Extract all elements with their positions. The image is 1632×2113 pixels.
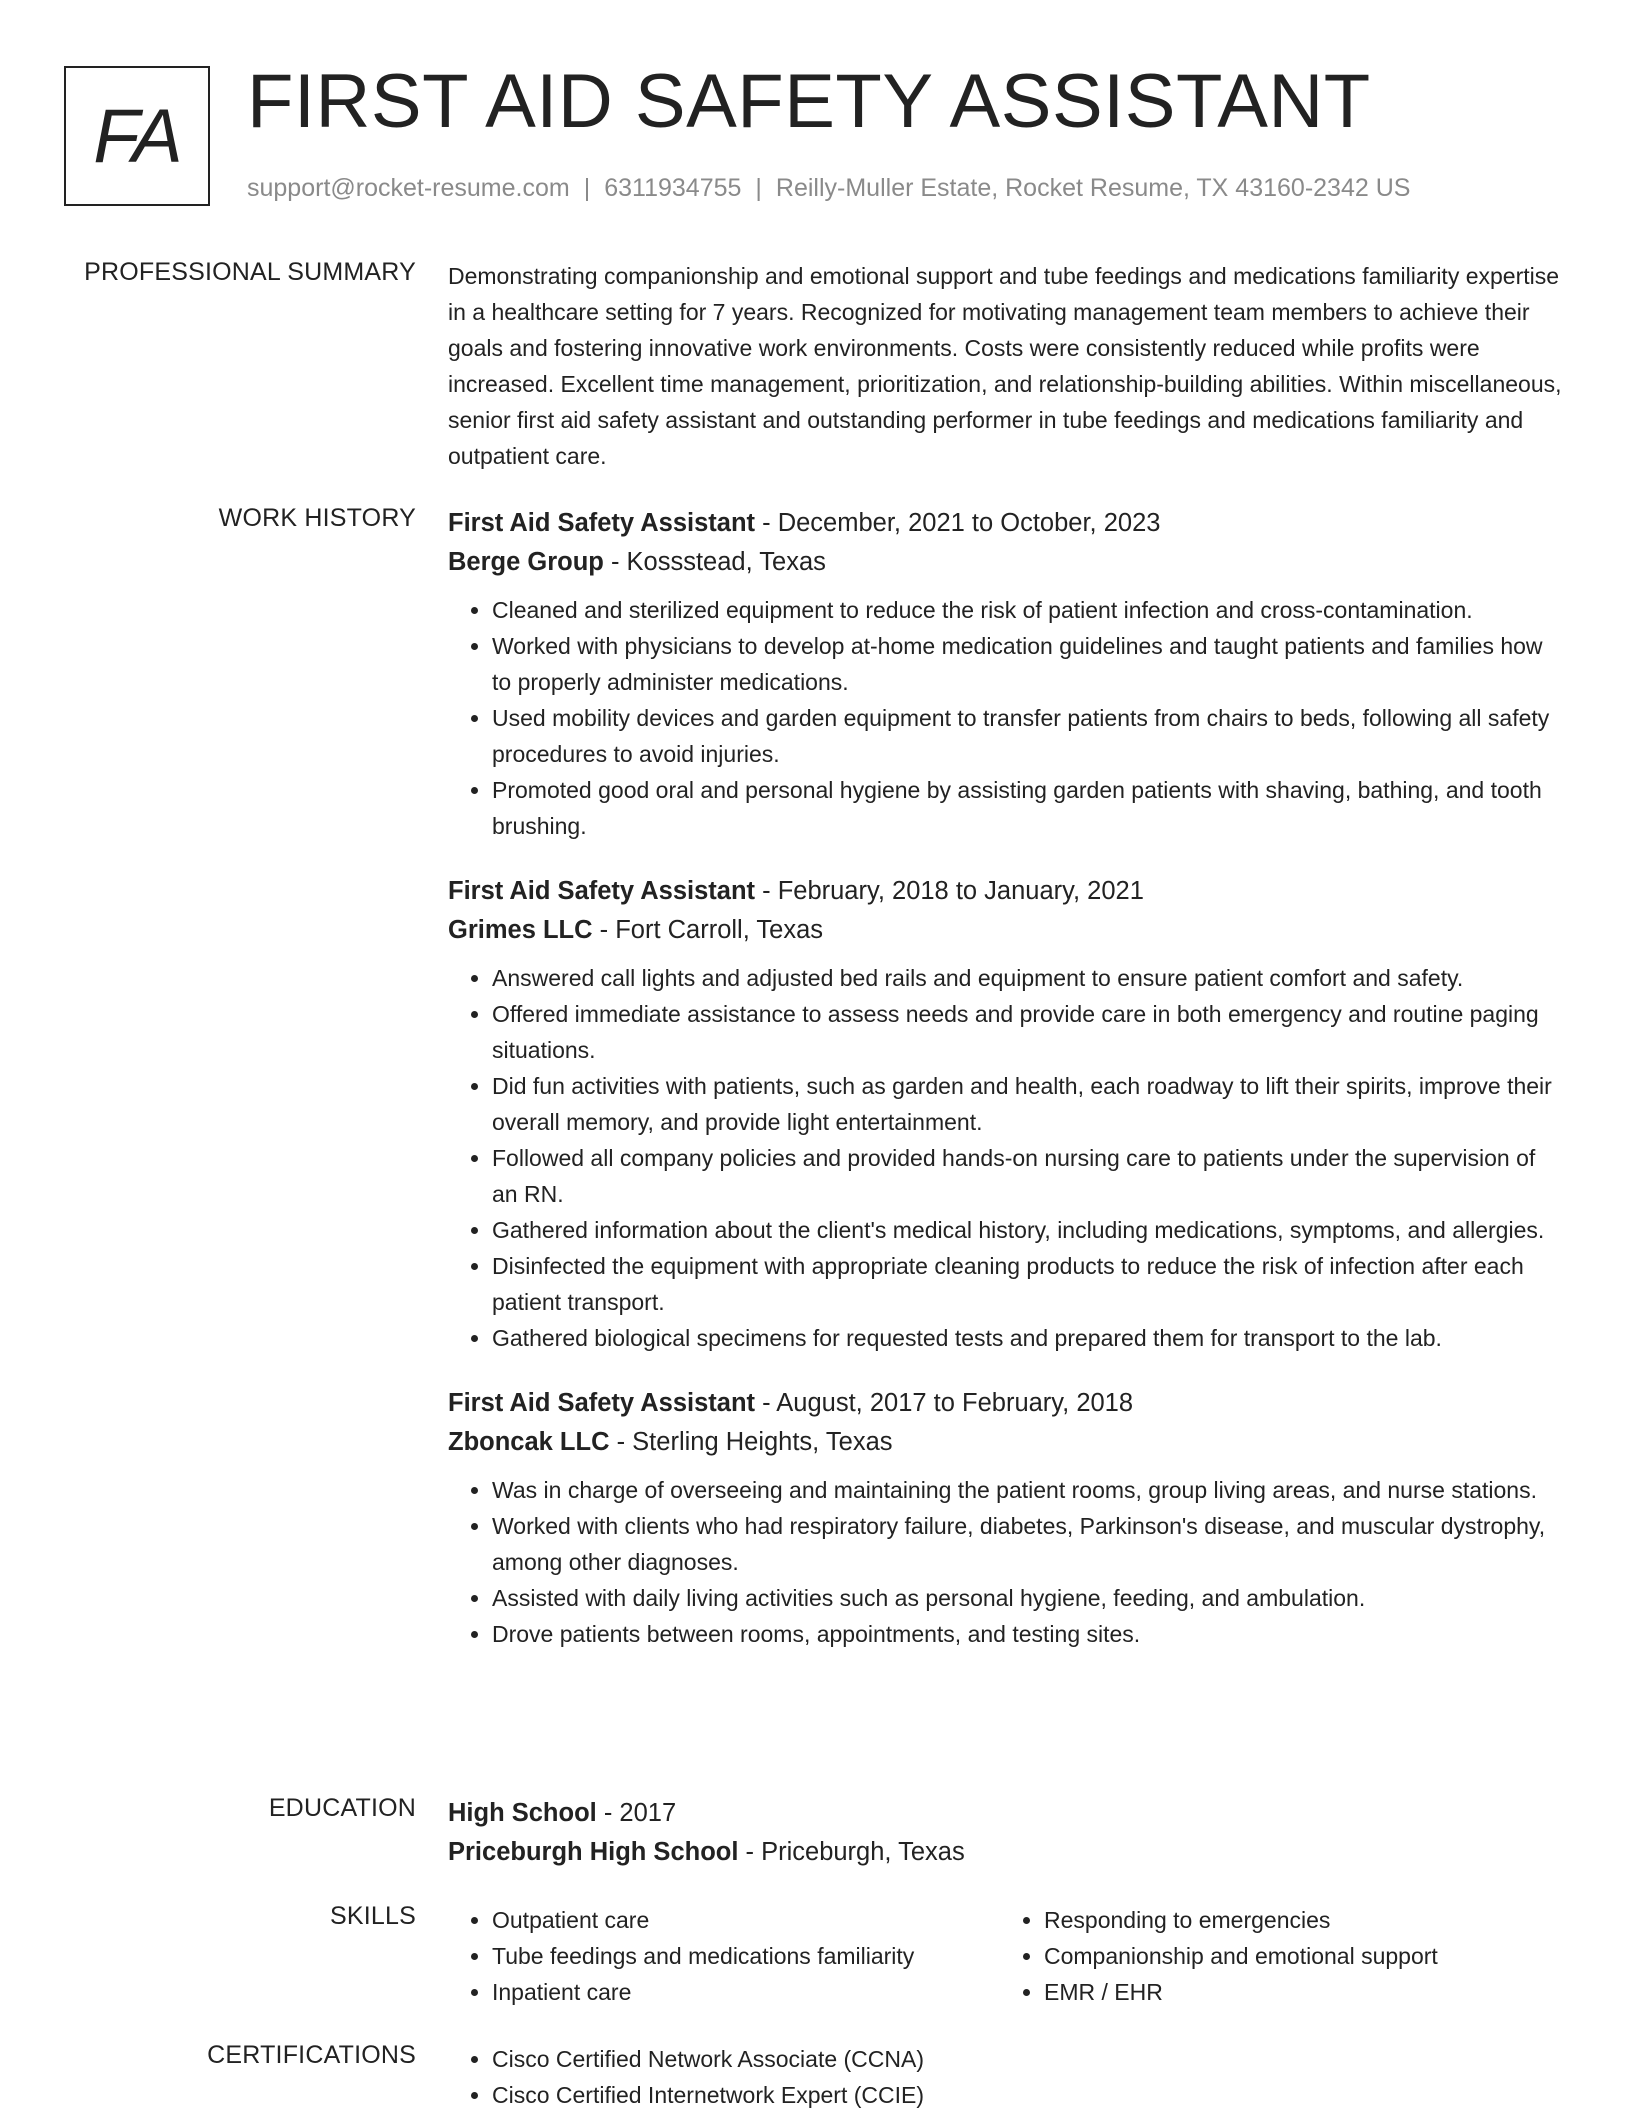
- skill-item: • EMR / EHR: [1044, 1974, 1552, 2010]
- section-title-certifications: CERTIFICATIONS: [207, 2041, 416, 2069]
- skill-item: • Outpatient care: [492, 1902, 1000, 1938]
- job-role: First Aid Safety Assistant: [448, 877, 756, 905]
- section-title-skills: SKILLS: [330, 1902, 416, 1930]
- phone-text: 6311934755: [604, 174, 742, 202]
- education-school-line: [448, 1833, 1566, 1872]
- job-bullets: [448, 592, 1566, 844]
- skills-list-right: [1000, 1902, 1552, 2010]
- contact-separator: |: [583, 174, 591, 202]
- monogram-logo: FA: [64, 66, 210, 206]
- contact-separator: |: [755, 174, 762, 202]
- job-entry: [448, 872, 1566, 1356]
- job-dates: - August, 2017 to February, 2018: [755, 1389, 1134, 1417]
- job-dates: - February, 2018 to January, 2021: [755, 877, 1144, 905]
- page-title: FIRST AID SAFETY ASSISTANT: [247, 59, 1371, 144]
- skill-item: • Responding to emergencies: [1044, 1902, 1552, 1938]
- job-entry: [448, 1384, 1566, 1652]
- job-bullets: [448, 1472, 1566, 1652]
- job-bullets: [448, 960, 1566, 1356]
- job-bullet: • Gathered information about the client's medical history, including medications, symptoms, and allergies.: [492, 1212, 1566, 1248]
- job-bullet: • Assisted with daily living activities such as personal hygiene, feeding, and ambulation.: [492, 1580, 1566, 1616]
- job-bullet: • Worked with physicians to develop at-home medication guidelines and taught patients and families how to properly administer medications.: [492, 628, 1566, 700]
- job-bullet: • Offered immediate assistance to assess needs and provide care in both emergency and routine paging situations.: [492, 996, 1566, 1068]
- summary-body: [448, 258, 1566, 474]
- job-role: First Aid Safety Assistant: [448, 509, 756, 537]
- education-year: - 2017: [596, 1799, 677, 1827]
- certification-item: • Cisco Certified Network Associate (CCNA): [492, 2041, 1566, 2077]
- job-bullet: • Worked with clients who had respiratory failure, diabetes, Parkinson's disease, and muscular dystrophy, among other diagnoses.: [492, 1508, 1566, 1580]
- job-location: - Kossstead, Texas: [603, 548, 826, 576]
- job-role: First Aid Safety Assistant: [448, 1389, 756, 1417]
- certifications-list: [448, 2041, 1566, 2113]
- skill-item: • Companionship and emotional support: [1044, 1938, 1552, 1974]
- job-bullet: • Followed all company policies and provided hands-on nursing care to patients under the supervision of an RN.: [492, 1140, 1566, 1212]
- job-company-line: [448, 1423, 1566, 1462]
- job-bullet: • Used mobility devices and garden equipment to transfer patients from chairs to beds, following all safety procedures to avoid injuries.: [492, 700, 1566, 772]
- job-header: [448, 1384, 1566, 1423]
- job-bullet: • Was in charge of overseeing and maintaining the patient rooms, group living areas, and nurse stations.: [492, 1472, 1566, 1508]
- email-text: support@rocket-resume.com: [247, 174, 570, 202]
- contact-line: [247, 174, 1410, 203]
- section-title-education: EDUCATION: [268, 1794, 416, 1822]
- job-company-line: [448, 543, 1566, 582]
- job-company: Berge Group: [448, 548, 604, 576]
- address-text: Reilly-Muller Estate, Rocket Resume, TX 43160-2342 US: [775, 174, 1411, 202]
- education-degree: High School: [448, 1799, 597, 1827]
- job-bullet: • Disinfected the equipment with appropriate cleaning products to reduce the risk of infection after each patient transport.: [492, 1248, 1566, 1320]
- job-company: Zboncak LLC: [448, 1428, 610, 1456]
- job-location: - Fort Carroll, Texas: [592, 916, 824, 944]
- certifications-body: [448, 2041, 1566, 2113]
- skills-body: [448, 1902, 1566, 2010]
- job-header: [448, 504, 1566, 543]
- job-header: [448, 872, 1566, 911]
- education-school: Priceburgh High School: [448, 1838, 739, 1866]
- skill-item: • Inpatient care: [492, 1974, 1000, 2010]
- job-bullet: • Answered call lights and adjusted bed rails and equipment to ensure patient comfort and safety.: [492, 960, 1566, 996]
- job-bullet: • Gathered biological specimens for requested tests and prepared them for transport to the lab.: [492, 1320, 1566, 1356]
- job-bullet: • Cleaned and sterilized equipment to reduce the risk of patient infection and cross-contamination.: [492, 592, 1566, 628]
- work-history-body: [448, 504, 1566, 1670]
- section-title-summary: PROFESSIONAL SUMMARY: [84, 258, 416, 286]
- job-dates: - December, 2021 to October, 2023: [755, 509, 1161, 537]
- summary-text: Demonstrating companionship and emotional support and tube feedings and medications familiarity expertise in a healthcare setting for 7 years. Recognized for motivating management team members to achieve their goals and fostering innovative work environments. Costs were consistently reduced while profits were increased. Excellent time management, prioritization, and relationship-building abilities. Within miscellaneous, senior first aid safety assistant and outstanding performer in tube feedings and medications familiarity and outpatient care.: [448, 263, 1562, 469]
- skills-list-left: [448, 1902, 1000, 2010]
- job-bullet: • Did fun activities with patients, such as garden and health, each roadway to lift their spirits, improve their overall memory, and provide light entertainment.: [492, 1068, 1566, 1140]
- skill-item: • Tube feedings and medications familiarity: [492, 1938, 1000, 1974]
- section-title-work-history: WORK HISTORY: [218, 504, 416, 532]
- job-bullet: • Drove patients between rooms, appointments, and testing sites.: [492, 1616, 1566, 1652]
- job-entry: [448, 504, 1566, 844]
- job-company-line: [448, 911, 1566, 950]
- certification-item: • Cisco Certified Internetwork Expert (CCIE): [492, 2077, 1566, 2113]
- job-location: - Sterling Heights, Texas: [609, 1428, 893, 1456]
- education-degree-line: [448, 1794, 1566, 1833]
- education-location: - Priceburgh, Texas: [738, 1838, 965, 1866]
- job-company: Grimes LLC: [448, 916, 593, 944]
- education-body: [448, 1794, 1566, 1872]
- job-bullet: • Promoted good oral and personal hygiene by assisting garden patients with shaving, bathing, and tooth brushing.: [492, 772, 1566, 844]
